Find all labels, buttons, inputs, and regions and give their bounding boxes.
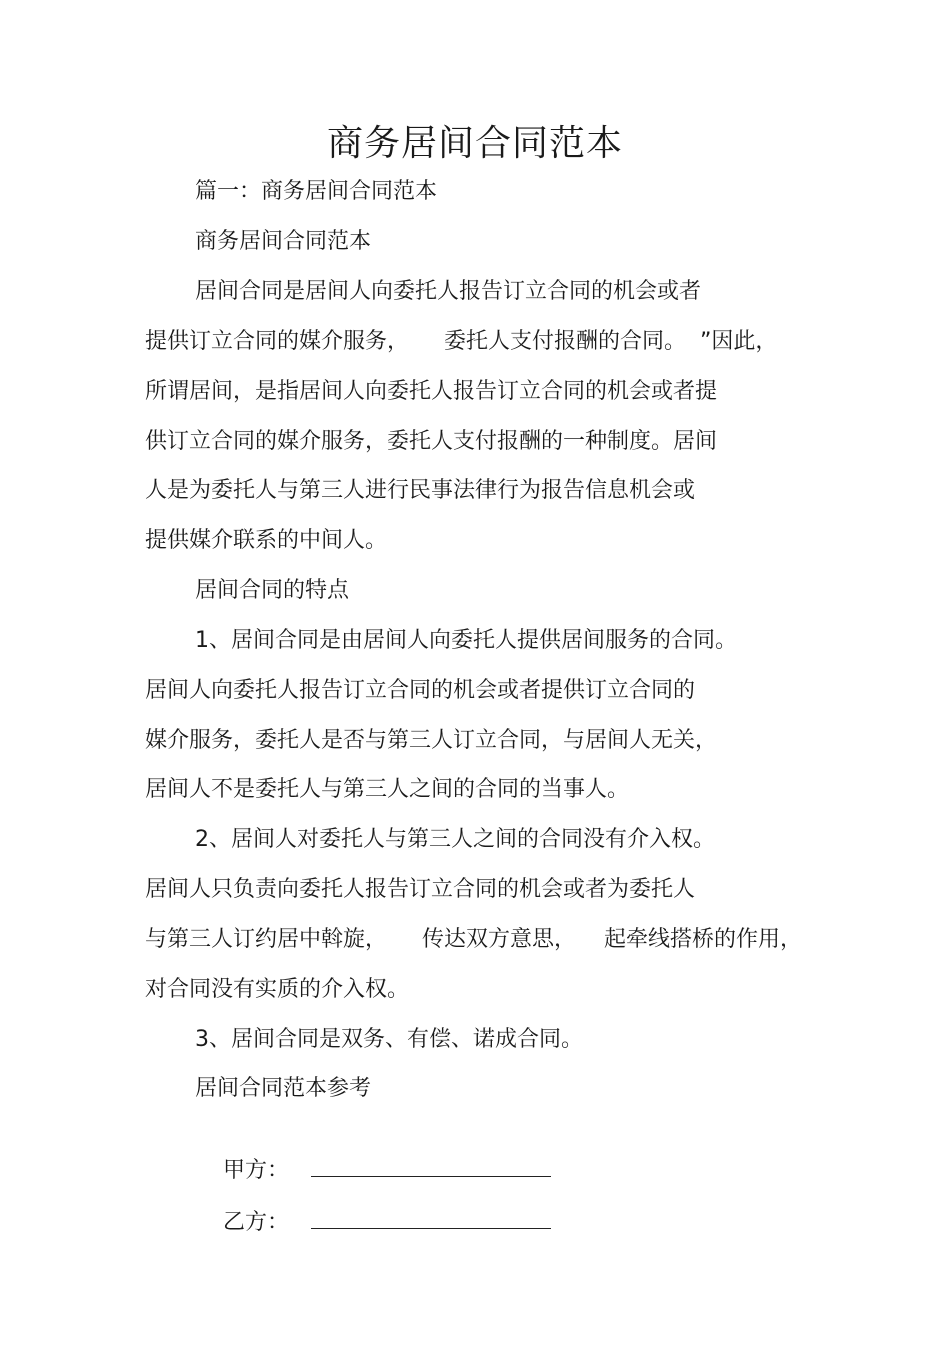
paragraph-line: 媒介服务，委托人是否与第三人订立合同，与居间人无关， — [145, 728, 718, 753]
paragraph-line: 居间人不是委托人与第三人之间的合同的当事人。 — [145, 777, 630, 802]
template-heading: 居间合同范本参考 — [195, 1076, 372, 1101]
paragraph-line: 居间合同是居间人向委托人报告订立合同的机会或者 — [195, 279, 702, 304]
paragraph-line: 对合同没有实质的介入权。 — [145, 977, 410, 1002]
paragraph-line: 提供订立合同的媒介服务， 委托人支付报酬的合同。 ”因此， — [145, 329, 778, 354]
paragraph-line: 人是为委托人与第三人进行民事法律行为报告信息机会或 — [145, 478, 696, 503]
subtitle: 商务居间合同范本 — [195, 229, 372, 254]
paragraph-line: 提供媒介联系的中间人。 — [145, 528, 388, 553]
paragraph-line: 所谓居间，是指居间人向委托人报告订立合同的机会或者提 — [145, 379, 718, 404]
document-title: 商务居间合同范本 — [326, 123, 623, 164]
paragraph-line: 居间人只负责向委托人报告订立合同的机会或者为委托人 — [145, 877, 696, 902]
feature-item-3: 3、居间合同是双务、有偿、诺成合同。 — [195, 1027, 583, 1052]
feature-item-1: 1、居间合同是由居间人向委托人提供居间服务的合同。 — [195, 628, 737, 653]
party-a-blank-line[interactable] — [311, 1156, 551, 1177]
feature-item-2: 2、居间人对委托人与第三人之间的合同没有介入权。 — [195, 827, 715, 852]
party-b-row — [195, 1175, 551, 1271]
paragraph-line: 供订立合同的媒介服务，委托人支付报酬的一种制度。居间 — [145, 429, 718, 454]
party-b-label: 乙方： — [222, 1210, 289, 1235]
party-a-label: 甲方： — [222, 1158, 289, 1183]
party-b-blank-line[interactable] — [311, 1208, 551, 1229]
paragraph-line: 与第三人订约居中斡旋， 传达双方意思， 起牵线搭桥的作用， — [145, 927, 802, 952]
paragraph-line: 居间人向委托人报告订立合同的机会或者提供订立合同的 — [145, 678, 696, 703]
features-heading: 居间合同的特点 — [195, 578, 350, 603]
section-heading: 篇一：商务居间合同范本 — [195, 179, 438, 204]
